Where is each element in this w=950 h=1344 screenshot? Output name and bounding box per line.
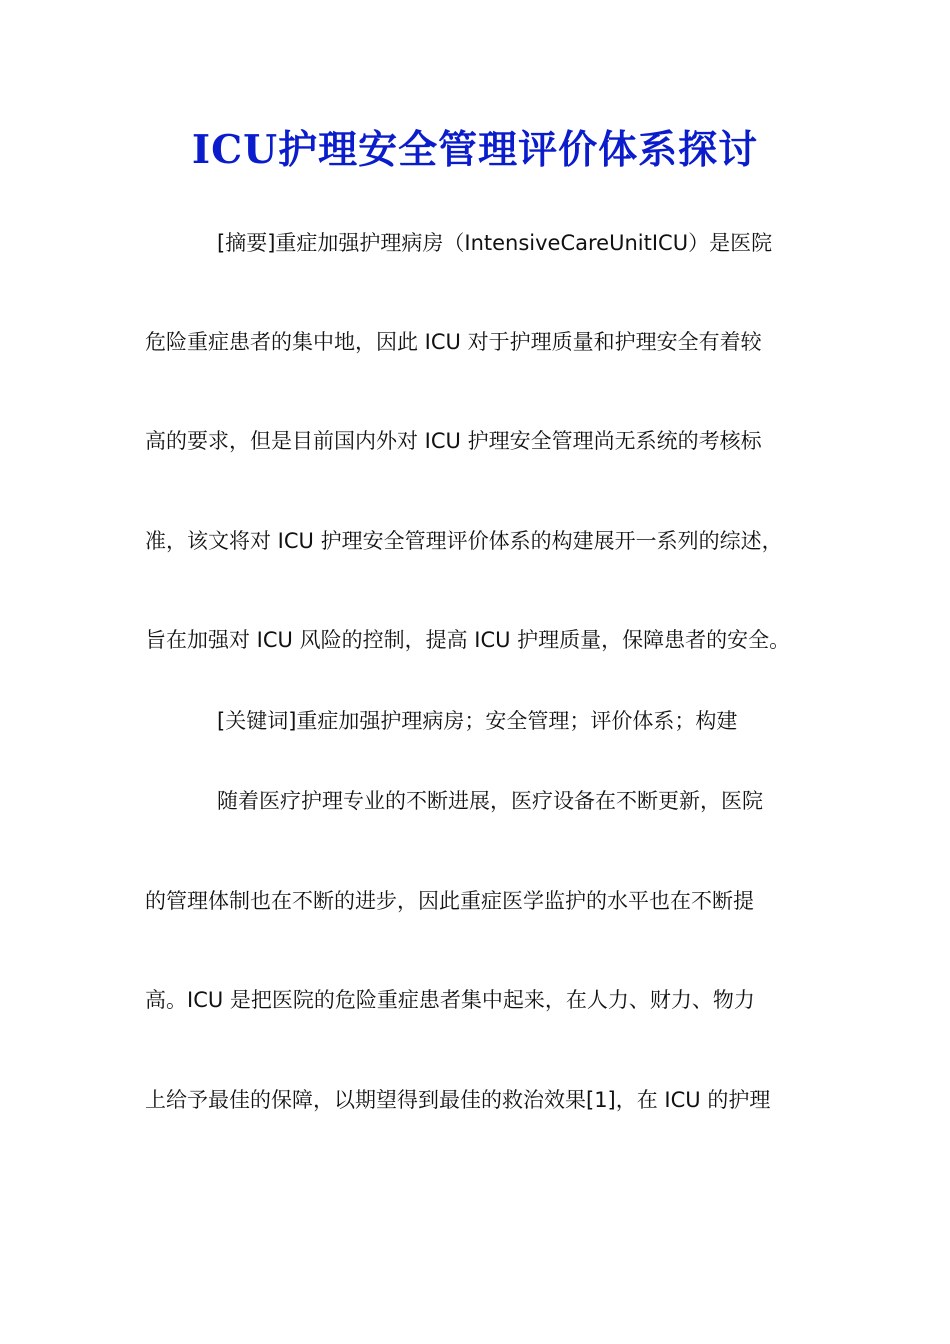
abstract-line-3: 高的要求，但是目前国内外对 ICU 护理安全管理尚无系统的考核标: [145, 429, 762, 453]
body-line-2: 的管理体制也在不断的进步，因此重症医学监护的水平也在不断提: [145, 889, 754, 913]
abstract-line-1: [摘要]重症加强护理病房（IntensiveCareUnitICU）是医院: [217, 231, 773, 255]
body-line-1: 随着医疗护理专业的不断进展，医疗设备在不断更新，医院: [217, 789, 763, 813]
abstract-line-4: 准，该文将对 ICU 护理安全管理评价体系的构建展开一系列的综述，: [145, 529, 783, 553]
body-line-3: 高。ICU 是把医院的危险重症患者集中起来，在人力、财力、物力: [145, 988, 755, 1012]
document-title: ICU护理安全管理评价体系探讨: [191, 127, 759, 173]
abstract-line-2: 危险重症患者的集中地，因此 ICU 对于护理质量和护理安全有着较: [145, 330, 762, 354]
body-line-4: 上给予最佳的保障，以期望得到最佳的救治效果[1]，在 ICU 的护理: [145, 1088, 771, 1112]
abstract-line-5: 旨在加强对 ICU 风险的控制，提高 ICU 护理质量，保障患者的安全。: [145, 628, 791, 652]
keywords-line: [关键词]重症加强护理病房；安全管理；评价体系；构建: [217, 709, 738, 733]
